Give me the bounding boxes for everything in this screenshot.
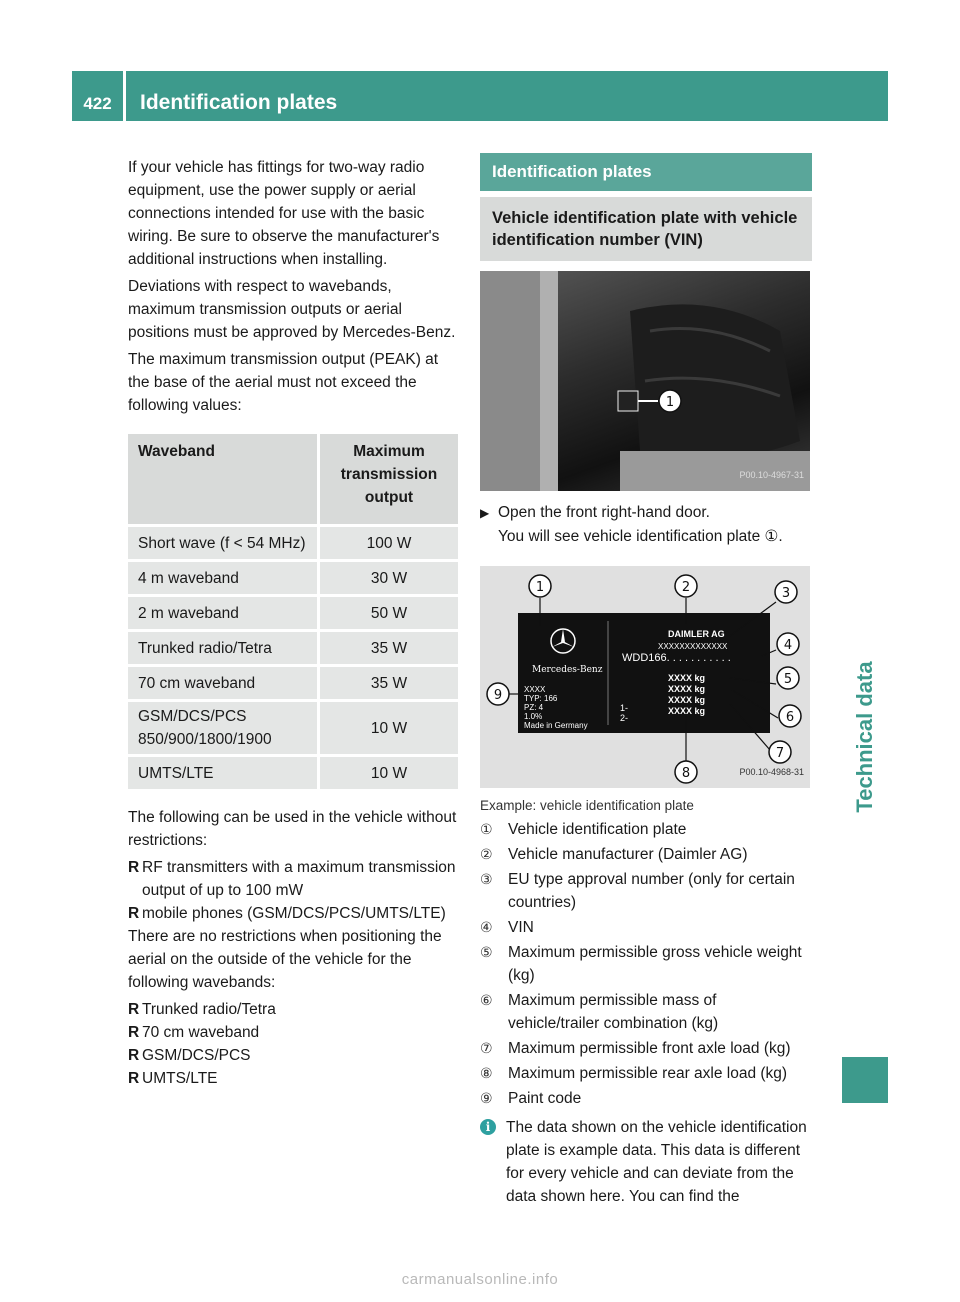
table-row xyxy=(128,562,458,594)
table-row xyxy=(128,757,458,789)
figure-code: P00.10-4968-31 xyxy=(739,767,804,777)
chapter-marker-block xyxy=(842,1057,888,1103)
bullet-marker: R xyxy=(128,1001,140,1018)
table-cell: Trunked radio/Tetra xyxy=(128,632,317,664)
bullet-marker: R xyxy=(128,905,140,922)
table-row xyxy=(128,597,458,629)
bullet-marker: R xyxy=(128,1024,140,1041)
chapter-label: Technical data xyxy=(852,661,877,813)
svg-text:1: 1 xyxy=(665,395,675,410)
subsection-heading: Vehicle identification plate with vehicle identification number (VIN) xyxy=(480,197,812,261)
table-row xyxy=(128,632,458,664)
intro-paragraph: Deviations with respect to wavebands, maximum transmission outputs or aerial positions must be approved by Mercedes-Benz. xyxy=(128,278,456,341)
right-column xyxy=(480,153,812,1208)
svg-text:9: 9 xyxy=(493,688,503,703)
list-item: R RF transmitters with a maximum transmission output of up to 100 mW xyxy=(128,856,460,902)
bullet-marker: R xyxy=(128,1070,140,1087)
page-number: 422 xyxy=(72,71,126,121)
page-title: Identification plates xyxy=(140,91,338,114)
info-icon: i xyxy=(480,1119,496,1135)
svg-text:2: 2 xyxy=(681,580,691,595)
svg-text:7: 7 xyxy=(775,746,785,761)
list-item: ④ VIN xyxy=(480,919,534,936)
figure-caption: Example: vehicle identification plate xyxy=(480,798,694,813)
table-header-output: Maximum transmission output xyxy=(317,434,458,524)
svg-text:8: 8 xyxy=(681,766,691,781)
table-cell: 70 cm waveband xyxy=(128,667,317,699)
plate-brand: Mercedes-Benz xyxy=(532,665,603,675)
plate-callouts xyxy=(480,566,810,788)
svg-text:3: 3 xyxy=(781,586,791,601)
intro-paragraph: The maximum transmission output (PEAK) at the base of the aerial must not exceed the following values: xyxy=(128,351,439,414)
positioning-text: There are no restrictions when positioning the aerial on the outside of the vehicle for the following wavebands: xyxy=(128,928,442,991)
figure-code: P00.10-4967-31 xyxy=(739,470,804,480)
arrow-right-icon: ▶ xyxy=(480,506,490,520)
svg-text:5: 5 xyxy=(783,672,793,687)
left-column xyxy=(128,156,460,1090)
svg-text:6: 6 xyxy=(785,710,795,725)
table-header-waveband: Waveband xyxy=(128,434,317,524)
table-header-row xyxy=(128,434,458,524)
table-cell: 10 W xyxy=(317,757,458,789)
transmission-output-table xyxy=(128,431,458,792)
restrictions-intro: The following can be used in the vehicle without restrictions: xyxy=(128,809,457,849)
section-heading: Identification plates xyxy=(480,153,812,191)
list-item: ② Vehicle manufacturer (Daimler AG) xyxy=(480,846,748,863)
plate-left-info: XXXX TYP: 166 PZ: 4 1.0% Made in Germany xyxy=(524,685,588,730)
list-item: R mobile phones (GSM/DCS/PCS/UMTS/LTE) xyxy=(128,902,460,925)
door-pillar-illustration xyxy=(480,271,810,491)
svg-text:4: 4 xyxy=(783,638,793,653)
info-note-text: The data shown on the vehicle identification plate is example data. This data is different for every vehicle and can deviate from the data shown here. You can find the xyxy=(506,1119,807,1205)
table-cell: 100 W xyxy=(317,527,458,559)
list-item: ⑨ Paint code xyxy=(480,1090,582,1107)
list-item: ⑦ Maximum permissible front axle load (kg) xyxy=(480,1040,791,1057)
list-item: ③ EU type approval number (only for certain countries) xyxy=(480,871,795,911)
plate-weights: XXXX kg XXXX kg XXXX kg XXXX kg xyxy=(668,673,706,716)
plate-vin: WDD166. . . . . . . . . . . xyxy=(622,652,731,664)
info-note xyxy=(480,1116,812,1208)
table-cell: 35 W xyxy=(317,632,458,664)
list-item: R UMTS/LTE xyxy=(128,1067,460,1090)
door-pillar-photo xyxy=(480,271,810,491)
list-item: R Trunked radio/Tetra xyxy=(128,998,460,1021)
table-cell: Short wave (f < 54 MHz) xyxy=(128,527,317,559)
table-row xyxy=(128,702,458,754)
table-cell: 50 W xyxy=(317,597,458,629)
plate-axles: 1- 2- xyxy=(620,703,629,723)
table-cell: GSM/DCS/PCS 850/900/1800/1900 xyxy=(128,702,317,754)
table-row xyxy=(128,667,458,699)
table-cell: 4 m waveband xyxy=(128,562,317,594)
intro-paragraph: If your vehicle has fittings for two-way radio equipment, use the power supply or aerial connections intended for use with the basic wiring. Be sure to observe the manufacturer's additional instructions when installing. xyxy=(128,159,440,268)
list-item: ⑧ Maximum permissible rear axle load (kg) xyxy=(480,1065,788,1082)
bullet-marker: R xyxy=(128,1047,140,1064)
list-item: ⑤ Maximum permissible gross vehicle weight (kg) xyxy=(480,944,802,984)
table-cell: 35 W xyxy=(317,667,458,699)
table-cell: 2 m waveband xyxy=(128,597,317,629)
list-item: ⑥ Maximum permissible mass of vehicle/trailer combination (kg) xyxy=(480,992,719,1032)
watermark: carmanualsonline.info xyxy=(401,1271,559,1288)
table-row xyxy=(128,527,458,559)
table-cell: 30 W xyxy=(317,562,458,594)
table-cell: 10 W xyxy=(317,702,458,754)
legend-list xyxy=(480,818,812,1110)
instruction-result: You will see vehicle identification plate ①. xyxy=(498,528,783,545)
list-item: ① Vehicle identification plate xyxy=(480,821,687,838)
svg-text:1: 1 xyxy=(535,580,545,595)
list-item: R 70 cm waveband xyxy=(128,1021,460,1044)
plate-manufacturer: DAIMLER AG xyxy=(668,629,725,639)
bullet-marker: R xyxy=(128,859,140,876)
list-item: R GSM/DCS/PCS xyxy=(128,1044,460,1067)
table-cell: UMTS/LTE xyxy=(128,757,317,789)
identification-plate-figure xyxy=(480,566,810,788)
instruction-step: ▶ Open the front right-hand door. You will see vehicle identification plate ①. xyxy=(480,504,783,545)
page-header xyxy=(72,71,888,121)
plate-approval-number: XXXXXXXXXXXXX xyxy=(658,642,728,651)
